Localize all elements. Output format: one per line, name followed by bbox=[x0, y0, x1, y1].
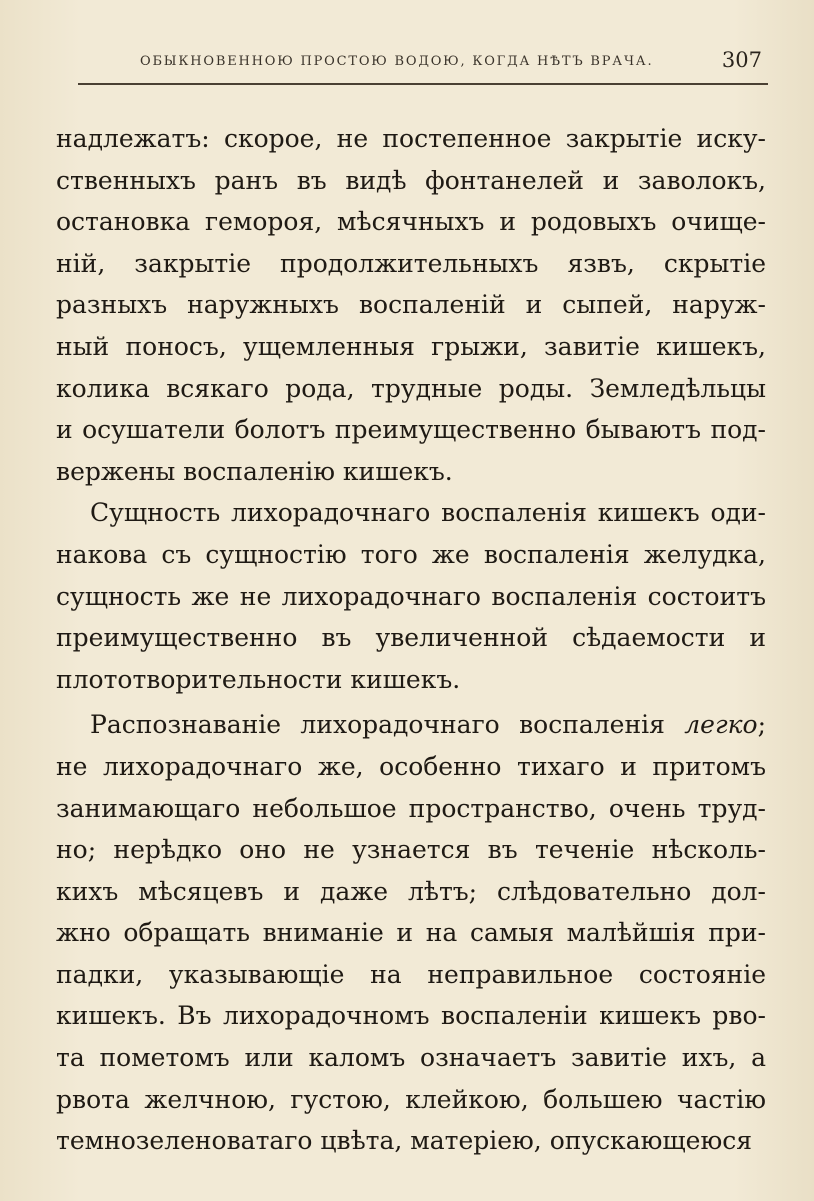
text-line: падки, указывающіе на неправильное состояніе bbox=[56, 959, 766, 989]
text-line: не лихорадочнаго же, особенно тихаго и притомъ bbox=[56, 751, 766, 781]
text-line: та пометомъ или каломъ означаетъ завитіе ихъ, а bbox=[56, 1043, 766, 1073]
paragraph-1 bbox=[56, 118, 766, 492]
text-line: жно обращать вниманіе и на самыя малѣйшія при- bbox=[56, 918, 766, 948]
text-line: Распознаваніе лихорадочнаго воспаленія легко; bbox=[90, 710, 766, 740]
text-line: и осушатели болотъ преимущественно бываютъ под- bbox=[56, 415, 766, 445]
paragraph-2 bbox=[56, 492, 766, 700]
text-line: разныхъ наружныхъ воспаленій и сыпей, наруж- bbox=[56, 290, 766, 320]
running-head bbox=[140, 44, 762, 74]
text-line: но; нерѣдко оно не узнается въ теченіе нѣсколь- bbox=[56, 835, 766, 865]
text-line: колика всякаго рода, трудные роды. Земледѣльцы bbox=[56, 373, 766, 403]
header-rule bbox=[78, 83, 768, 85]
text-line: занимающаго небольшое пространство, очень труд- bbox=[56, 793, 766, 823]
text-line: ственныхъ ранъ въ видѣ фонтанелей и заволокъ, bbox=[56, 165, 766, 195]
text-line: накова съ сущностію того же воспаленія желудка, bbox=[56, 539, 766, 569]
text-line: темнозеленоватаго цвѣта, матеріею, опускающеюся bbox=[56, 1126, 752, 1156]
text-line: Сущность лихорадочнаго воспаленія кишекъ оди- bbox=[90, 498, 766, 528]
text-line: надлежатъ: скорое, не постепенное закрытіе иску- bbox=[56, 124, 766, 153]
body-text bbox=[56, 118, 766, 1162]
text-line: плототворительности кишекъ. bbox=[56, 664, 461, 694]
text-line: ній, закрытіе продолжительныхъ язвъ, скрытіе bbox=[56, 248, 766, 278]
paragraph-3 bbox=[56, 704, 766, 1162]
text-line: кихъ мѣсяцевъ и даже лѣтъ; слѣдовательно дол- bbox=[56, 876, 766, 906]
text-line: остановка гемороя, мѣсячныхъ и родовыхъ очище- bbox=[56, 207, 766, 237]
text-line: рвота желчною, густою, клейкою, большею частію bbox=[56, 1084, 766, 1114]
running-title: ОБЫКНОВЕННОЮ ПРОСТОЮ ВОДОЮ, КОГДА НѢТЪ ВРАЧА. bbox=[140, 54, 654, 69]
page-number: 307 bbox=[721, 48, 762, 72]
text-line: преимущественно въ увеличенной сѣдаемости и bbox=[56, 623, 766, 653]
text-line: сущность же не лихорадочнаго воспаленія состоитъ bbox=[56, 581, 766, 611]
text-line: вержены воспаленію кишекъ. bbox=[56, 456, 453, 486]
emphasized-word: легко bbox=[684, 710, 758, 740]
text-line: кишекъ. Въ лихорадочномъ воспаленіи кишекъ рво- bbox=[56, 1001, 766, 1031]
text-line: ный поносъ, ущемленныя грыжи, завитіе кишекъ, bbox=[56, 331, 766, 361]
